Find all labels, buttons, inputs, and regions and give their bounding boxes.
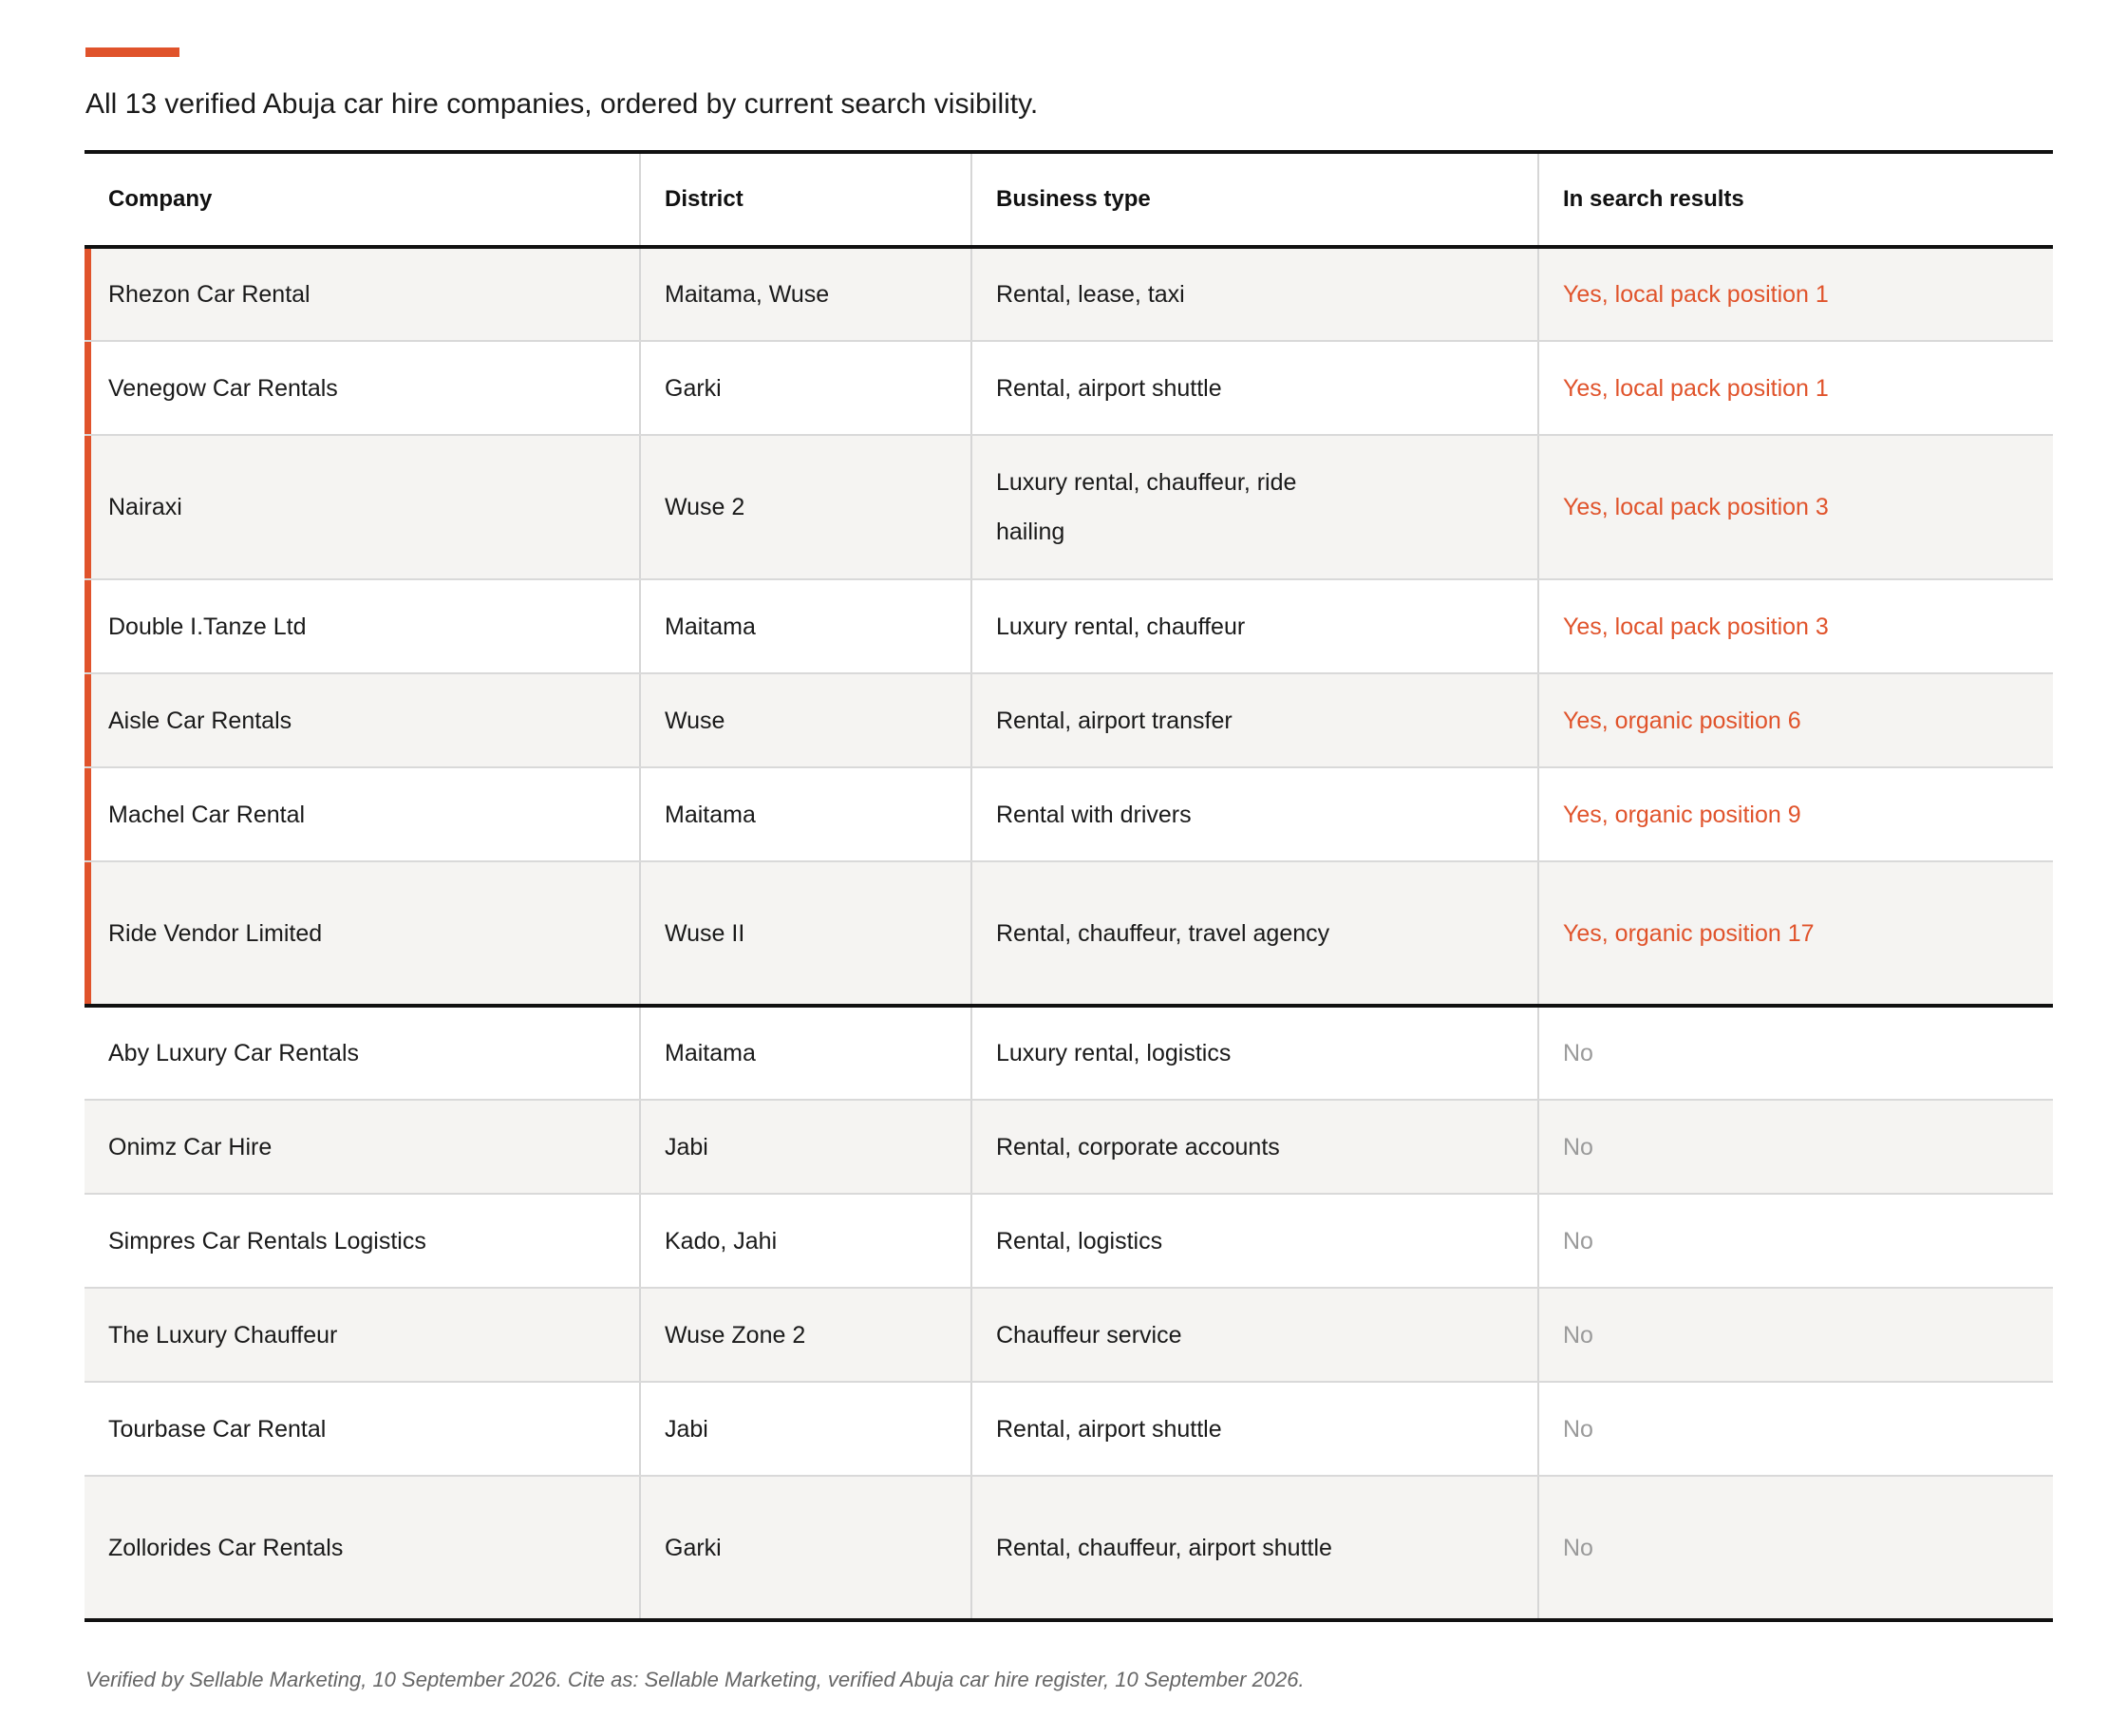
district-cell: Jabi (640, 1100, 971, 1194)
search-status-cell: Yes, local pack position 3 (1538, 579, 2053, 673)
business-type-text: Luxury rental, chauffeur, ride hailing (996, 469, 1297, 545)
search-status-cell: Yes, organic position 17 (1538, 861, 2053, 1006)
table-row (85, 861, 2053, 1006)
business-type-text: Rental with drivers (996, 801, 1192, 828)
business-type-cell (971, 1194, 1538, 1288)
business-type-cell (971, 579, 1538, 673)
search-status-cell: No (1538, 1194, 2053, 1288)
accent-bar (85, 47, 179, 57)
car-hire-register-table (85, 150, 2053, 1622)
table-row (85, 673, 2053, 767)
table-caption: All 13 verified Abuja car hire companies, ordered by current search visibility. (85, 88, 1039, 120)
district-cell: Wuse Zone 2 (640, 1288, 971, 1382)
citation-footnote: Verified by Sellable Marketing, 10 September 2026. Cite as: Sellable Marketing, verified Abuja car hire register, 10 September 2026. (85, 1668, 1305, 1691)
company-cell: Simpres Car Rentals Logistics (85, 1194, 640, 1288)
district-cell: Garki (640, 341, 971, 435)
column-header-company: Company (108, 186, 213, 212)
business-type-text: Rental, logistics (996, 1227, 1163, 1255)
column-header-business-type: Business type (971, 152, 1538, 247)
company-cell: Tourbase Car Rental (85, 1382, 640, 1476)
company-cell: Nairaxi (85, 435, 640, 579)
business-type-cell (971, 861, 1538, 1006)
register-table-container (85, 150, 2053, 1622)
table-row (85, 1382, 2053, 1476)
table-row (85, 579, 2053, 673)
business-type-text: Rental, lease, taxi (996, 281, 1185, 308)
business-type-cell (971, 1382, 1538, 1476)
company-cell: Aisle Car Rentals (85, 673, 640, 767)
district-cell: Maitama (640, 767, 971, 861)
district-cell: Maitama, Wuse (640, 247, 971, 341)
company-cell: Venegow Car Rentals (85, 341, 640, 435)
search-status-cell: No (1538, 1476, 2053, 1620)
business-type-cell (971, 767, 1538, 861)
company-cell: Zollorides Car Rentals (85, 1476, 640, 1620)
table-row (85, 1006, 2053, 1100)
business-type-text: Rental, airport shuttle (996, 374, 1222, 402)
table-body (85, 247, 2053, 1620)
business-type-cell (971, 1476, 1538, 1620)
business-type-cell (971, 1100, 1538, 1194)
search-status-cell: No (1538, 1100, 2053, 1194)
table-row (85, 247, 2053, 341)
company-cell: Onimz Car Hire (85, 1100, 640, 1194)
district-cell: Garki (640, 1476, 971, 1620)
business-type-cell (971, 1288, 1538, 1382)
business-type-cell (971, 341, 1538, 435)
table-row (85, 341, 2053, 435)
business-type-text: Luxury rental, chauffeur (996, 613, 1246, 640)
column-header-search-results: In search results (1538, 152, 2053, 247)
business-type-cell (971, 247, 1538, 341)
search-status-cell: Yes, organic position 9 (1538, 767, 2053, 861)
company-cell: Double I.Tanze Ltd (85, 579, 640, 673)
search-status-cell: Yes, organic position 6 (1538, 673, 2053, 767)
table-row (85, 1100, 2053, 1194)
company-cell: Aby Luxury Car Rentals (85, 1006, 640, 1100)
company-cell: Rhezon Car Rental (85, 247, 640, 341)
table-row (85, 435, 2053, 579)
business-type-text: Luxury rental, logistics (996, 1040, 1232, 1066)
district-cell: Jabi (640, 1382, 971, 1476)
company-cell: The Luxury Chauffeur (85, 1288, 640, 1382)
table-row (85, 1288, 2053, 1382)
business-type-text: Chauffeur service (996, 1321, 1182, 1349)
header-row (85, 152, 2053, 247)
business-type-text: Rental, airport shuttle (996, 1415, 1222, 1443)
search-status-cell: No (1538, 1006, 2053, 1100)
search-status-cell: Yes, local pack position 1 (1538, 247, 2053, 341)
business-type-text: Rental, chauffeur, travel agency (996, 919, 1330, 947)
business-type-cell (971, 435, 1538, 579)
district-cell: Maitama (640, 579, 971, 673)
district-cell: Wuse II (640, 861, 971, 1006)
district-cell: Wuse 2 (640, 435, 971, 579)
search-status-cell: Yes, local pack position 1 (1538, 341, 2053, 435)
column-header-district: District (640, 152, 971, 247)
district-cell: Kado, Jahi (640, 1194, 971, 1288)
search-status-cell: Yes, local pack position 3 (1538, 435, 2053, 579)
business-type-text: Rental, airport transfer (996, 707, 1233, 734)
table-row (85, 1476, 2053, 1620)
company-cell: Machel Car Rental (85, 767, 640, 861)
business-type-text: Rental, chauffeur, airport shuttle (996, 1534, 1332, 1561)
table-header (85, 152, 2053, 247)
table-row (85, 767, 2053, 861)
company-cell: Ride Vendor Limited (85, 861, 640, 1006)
search-status-cell: No (1538, 1288, 2053, 1382)
business-type-cell (971, 1006, 1538, 1100)
table-row (85, 1194, 2053, 1288)
district-cell: Wuse (640, 673, 971, 767)
business-type-text: Rental, corporate accounts (996, 1133, 1280, 1160)
business-type-cell (971, 673, 1538, 767)
search-status-cell: No (1538, 1382, 2053, 1476)
district-cell: Maitama (640, 1006, 971, 1100)
